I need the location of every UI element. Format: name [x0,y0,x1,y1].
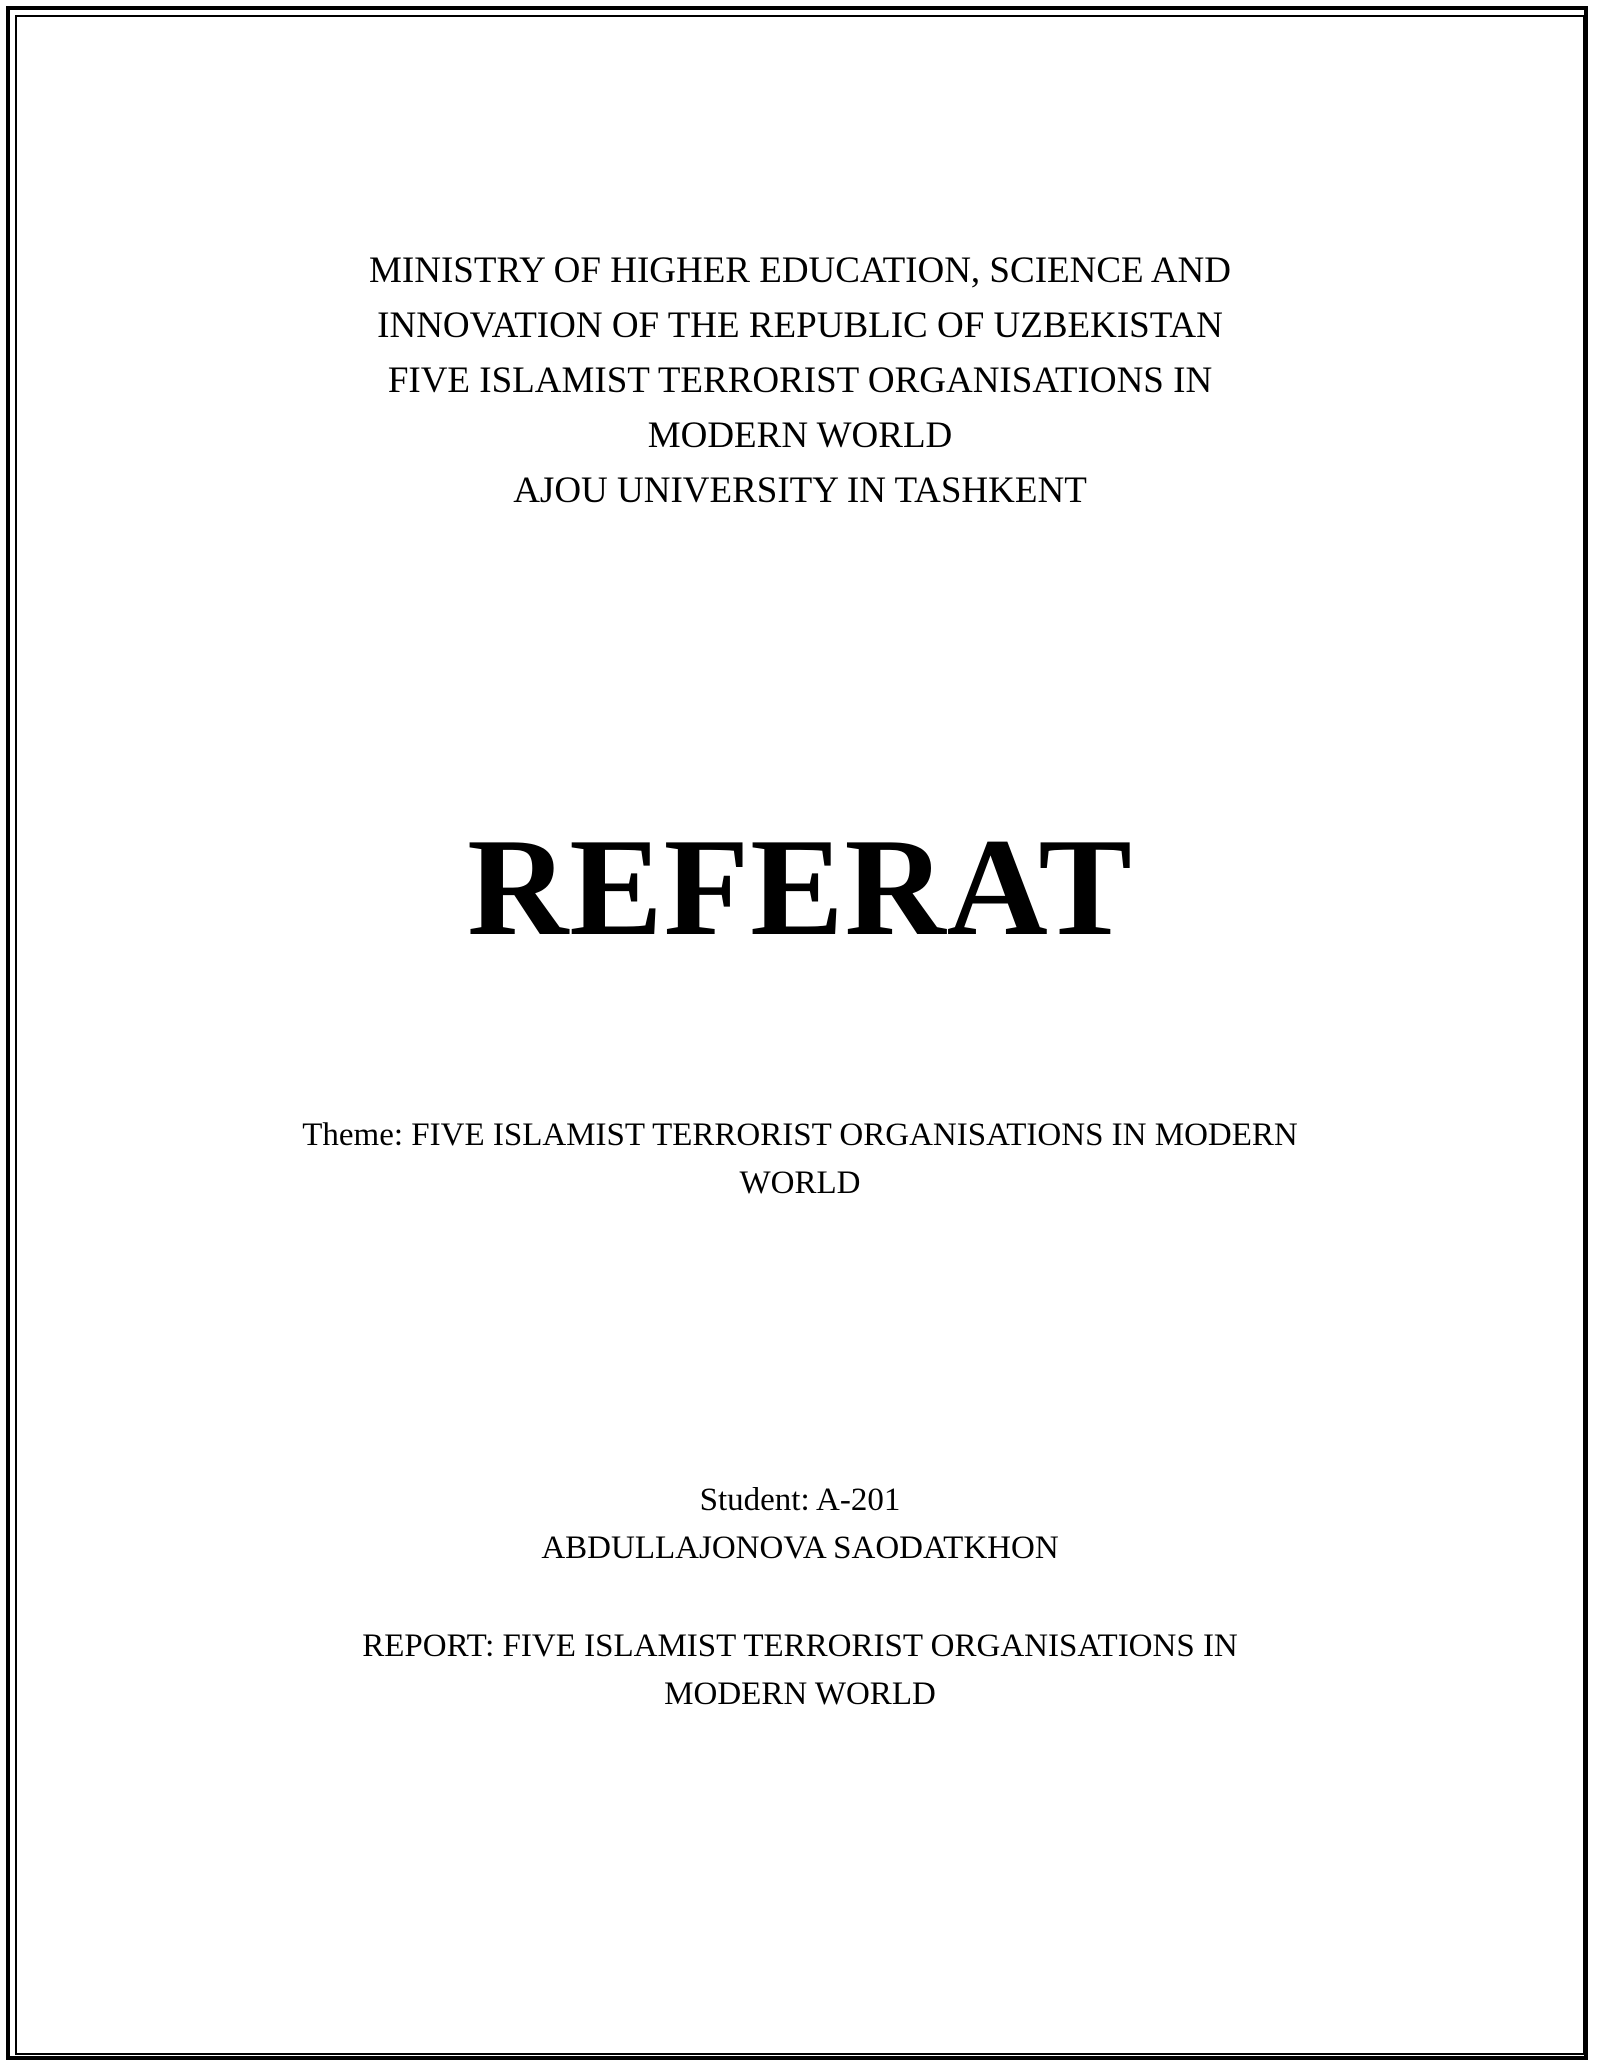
topic-line-2: MODERN WORLD [647,415,953,456]
theme-line-2: WORLD [739,1165,861,1201]
university-name: AJOU UNIVERSITY IN TASHKENT [513,470,1087,511]
report-block [0,1622,1600,1718]
student-name: ABDULLAJONOVA SAODATKHON [541,1530,1059,1566]
report-line-1: REPORT: FIVE ISLAMIST TERRORIST ORGANISATIONS IN [362,1628,1238,1664]
header-block [0,243,1600,518]
theme-line-1: Theme: FIVE ISLAMIST TERRORIST ORGANISATIONS IN MODERN [302,1117,1298,1153]
student-block [0,1476,1600,1572]
student-group: Student: A-201 [699,1482,901,1518]
theme-block [0,1111,1600,1207]
ministry-line-2: INNOVATION OF THE REPUBLIC OF UZBEKISTAN [377,305,1223,346]
topic-line-1: FIVE ISLAMIST TERRORIST ORGANISATIONS IN [387,360,1213,401]
document-title: REFERAT [467,810,1133,965]
ministry-line-1: MINISTRY OF HIGHER EDUCATION, SCIENCE AND [369,250,1231,291]
report-line-2: MODERN WORLD [664,1676,936,1712]
